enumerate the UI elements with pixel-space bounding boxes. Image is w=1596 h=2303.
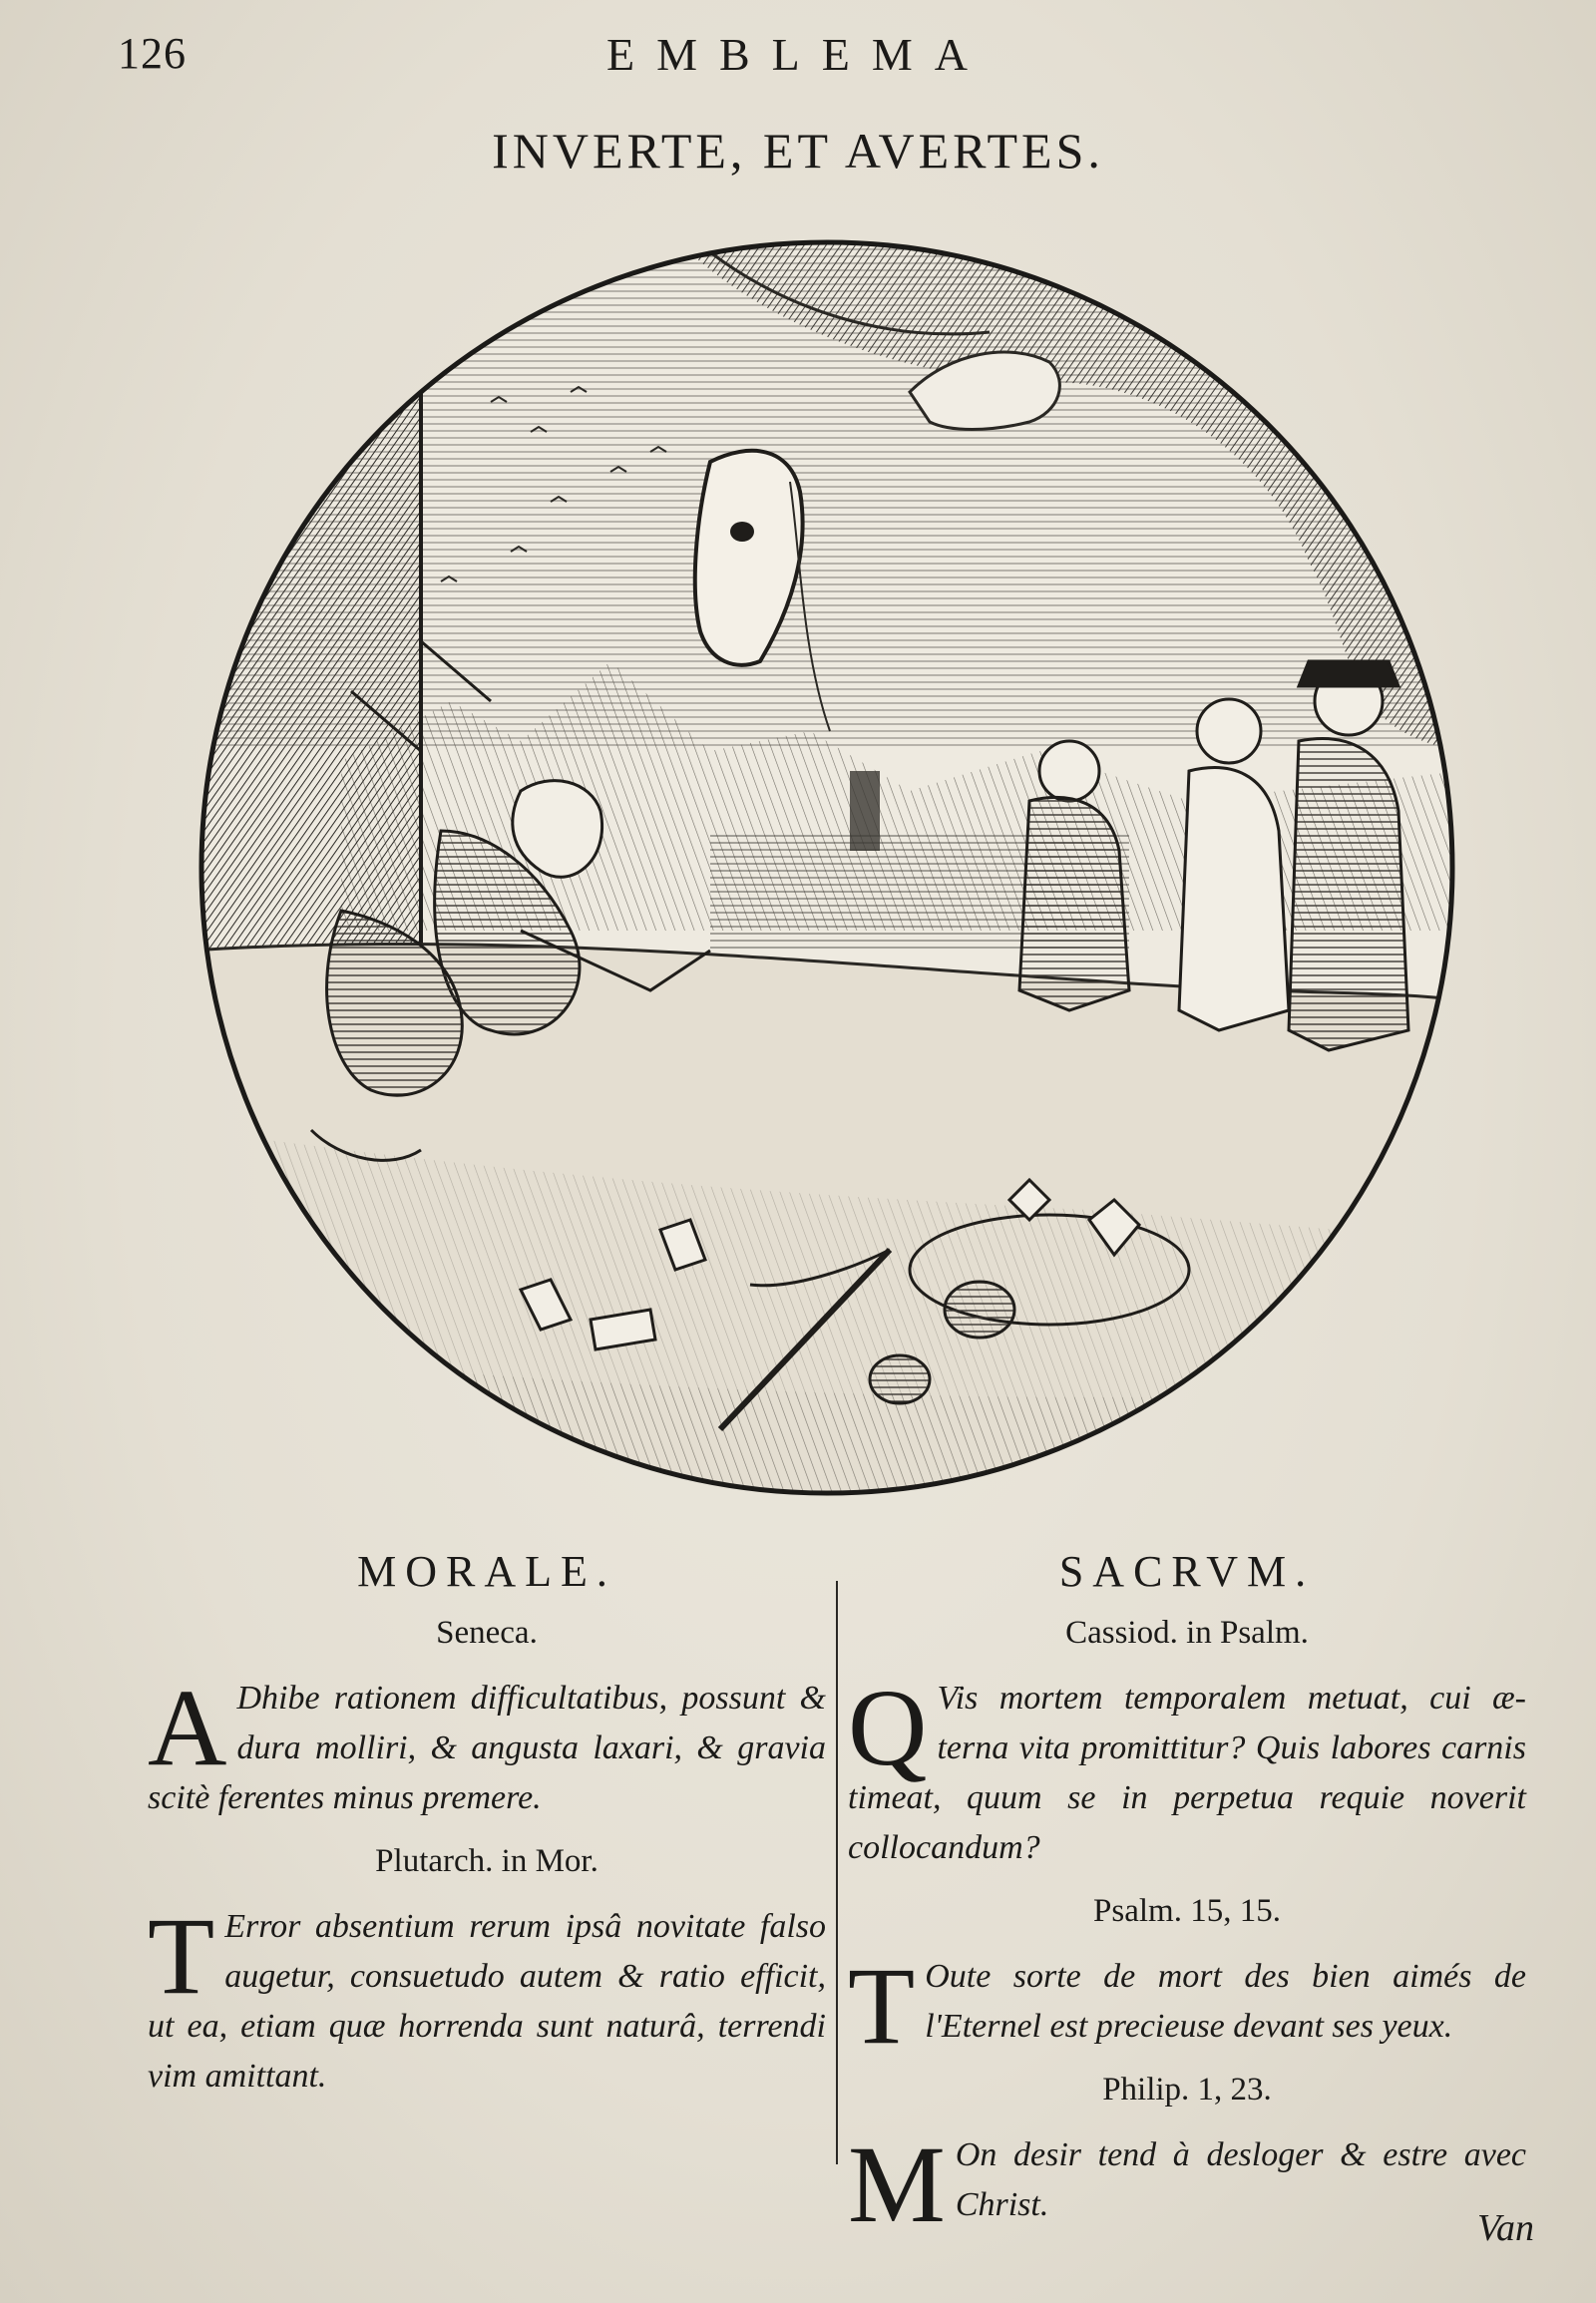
drop-capital: Q xyxy=(848,1667,928,1788)
quote-cassiodorus: Q Vis mortem temporalem metuat, cui æ- terna vita promittitur? Quis labores carnis timeat, quum se in perpetua requie noverit collocandum? xyxy=(848,1667,1526,1866)
emblem-motto: INVERTE, ET AVERTES. xyxy=(492,123,1104,179)
quote-seneca: A Dhibe rationem difficultatibus, possunt & dura molliri, & angusta laxari, & gravia scitè ferentes minus premere. xyxy=(148,1667,826,1816)
morale-column xyxy=(148,1546,826,2121)
sacrum-column xyxy=(848,1546,1526,2250)
citation-seneca: Seneca. xyxy=(436,1615,538,1651)
morale-heading: MORALE. xyxy=(357,1547,616,1596)
emblem-engraving xyxy=(192,232,1462,1503)
quote-plutarch: T Error absentium rerum ipsâ novitate falso augetur, consuetudo autem & ratio efficit, ut ea, etiam quæ horrenda sunt naturâ, terrendi vim amittant. xyxy=(148,1895,826,2095)
drop-capital: M xyxy=(848,2123,946,2245)
page-number: 126 xyxy=(118,29,187,78)
drop-capital: A xyxy=(148,1667,227,1788)
citation-plutarch: Plutarch. in Mor. xyxy=(375,1843,598,1879)
column-divider xyxy=(836,1581,838,2164)
quote-psalm: T Oute sorte de mort des bien aimés de l'Eternel est precieuse devant ses yeux. xyxy=(848,1945,1526,2067)
drop-capital: T xyxy=(148,1895,215,2017)
citation-philippians: Philip. 1, 23. xyxy=(1102,2072,1272,2108)
catchword: Van xyxy=(1477,2207,1534,2249)
drop-capital: T xyxy=(848,1945,916,2067)
sacrum-heading: SACRVM. xyxy=(1058,1547,1316,1596)
citation-psalm: Psalm. 15, 15. xyxy=(1093,1893,1281,1929)
citation-cassiodorus: Cassiod. in Psalm. xyxy=(1065,1615,1309,1651)
quote-philippians: M On desir tend à desloger & estre avec Christ. xyxy=(848,2123,1526,2245)
running-title: EMBLEMA xyxy=(606,29,990,80)
